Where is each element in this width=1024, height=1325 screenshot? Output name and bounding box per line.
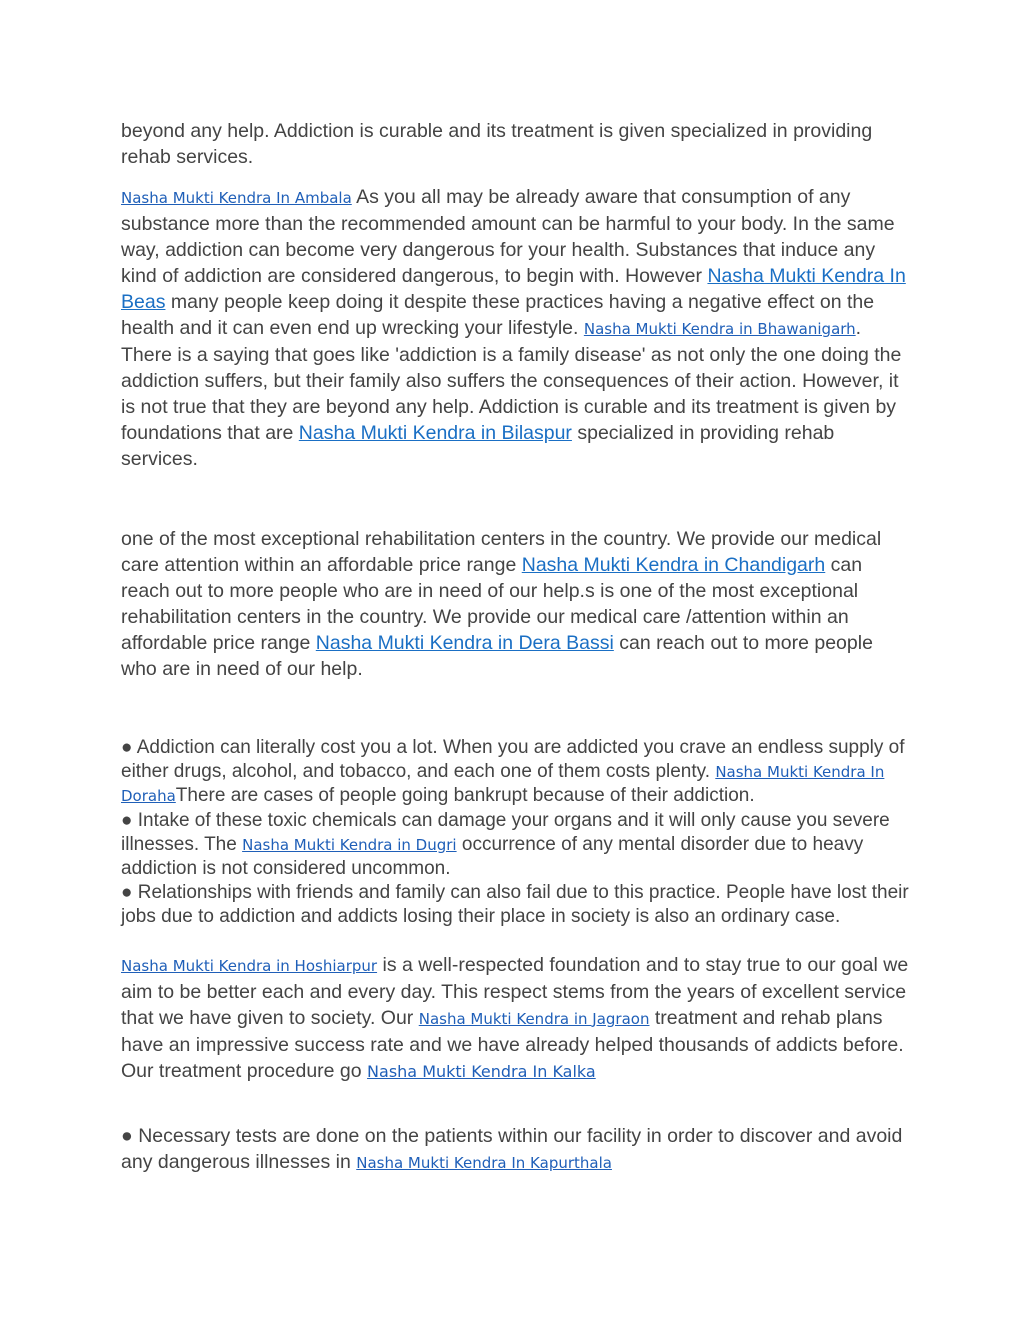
link-chandigarh[interactable]: Nasha Mukti Kendra in Chandigarh [521,554,826,576]
paragraph-rehab-centers [121,526,911,682]
link-dugri[interactable]: Nasha Mukti Kendra in Dugri [242,835,457,854]
link-bilaspur[interactable]: Nasha Mukti Kendra in Bilaspur [298,422,572,444]
bullet-text: There are cases of people going bankrupt because of their addiction. [175,785,755,807]
link-hoshiarpur[interactable]: Nasha Mukti Kendra in Hoshiarpur [121,956,378,975]
list-item [121,736,911,809]
paragraph-text: beyond any help. Addiction is curable and its treatment is given specialized in providing rehab services. [121,120,873,168]
paragraph-text: As you all may be already aware that consumption of any substance more than the recommended amount can be harmful to your body. In the same way, addiction can become very dangerous for your health. Substances that induce any kind of addiction are considered dangerous, to begin with. However [121,186,895,287]
paragraph-text: ● Necessary tests are done on the patients within our facility in order to discover and avoid any dangerous illnesses in [121,1124,903,1173]
link-kapurthala[interactable]: Nasha Mukti Kendra In Kapurthala [356,1153,612,1172]
bullet-text: ● Addiction can literally cost you a lot. When you are addicted you crave an endless supply of either drugs, alcohol, and tobacco, and each one of them costs plenty. [121,737,905,783]
bullet-list [121,736,911,930]
bullet-text: ● Intake of these toxic chemicals can damage your organs and it will only cause you severe illnesses. The [121,809,890,855]
paragraph-tests [121,1123,911,1176]
paragraph-intro [121,118,911,170]
bullet-text: ● Relationships with friends and family can also fail due to this practice. People have lost their jobs due to addiction and addicts losing their place in society is also an ordinary case. [121,882,909,928]
link-ambala[interactable]: Nasha Mukti Kendra In Ambala [121,189,352,207]
paragraph-text: specialized in providing rehab services. [121,422,835,470]
paragraph-text: can reach out to more people who are in need of our help.s is one of the most exceptional rehabilitation centers in the country. We provide our medical care /attention within an affordable price range [121,554,863,654]
paragraph-foundation [121,952,911,1085]
list-item [121,809,911,882]
paragraph-text: many people keep doing it despite these practices having a negative effect on the health and it can even end up wrecking your lifestyle. [121,291,875,339]
link-bhawanigarh[interactable]: Nasha Mukti Kendra in Bhawanigarh [583,320,856,338]
document-page [121,118,911,1176]
paragraph-addiction-dangers [121,184,911,472]
bullet-text: occurrence of any mental disorder due to heavy addiction is not considered uncommon. [121,833,864,880]
link-beas[interactable]: Nasha Mukti Kendra In Beas [121,265,906,313]
link-doraha[interactable]: Nasha Mukti Kendra In Doraha [121,763,885,806]
link-dera-bassi[interactable]: Nasha Mukti Kendra in Dera Bassi [315,632,614,654]
link-jagraon[interactable]: Nasha Mukti Kendra in Jagraon [418,1009,650,1028]
paragraph-text: treatment and rehab plans have an impressive success rate and we have already helped thousands of addicts before. Our treatment procedure go [121,1006,904,1082]
paragraph-text: can reach out to more people who are in need of our help. [121,632,873,680]
paragraph-text: one of the most exceptional rehabilitation centers in the country. We provide our medical care attention within an affordable price range [121,528,882,576]
list-item [121,881,911,929]
paragraph-text: . There is a saying that goes like 'addiction is a family disease' as not only the one doing the addiction suffers, but their family also suffers the consequences of their action. However, it is not true that they are beyond any help. Addiction is curable and its treatment is given by foundations that are [121,317,902,444]
paragraph-text: is a well-respected foundation and to stay true to our goal we aim to be better each and every day. This respect stems from the years of excellent service that we have given to society. Our [121,953,909,1029]
link-kalka[interactable]: Nasha Mukti Kendra In Kalka [367,1061,596,1081]
